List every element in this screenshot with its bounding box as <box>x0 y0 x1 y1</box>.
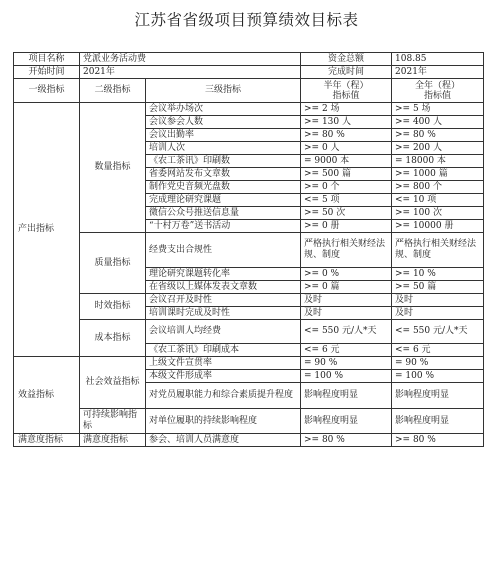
indicator-name: “十村万卷”送书活动 <box>146 220 301 233</box>
indicator-full: >= 400 人 <box>392 116 484 129</box>
table-row <box>14 357 484 370</box>
indicator-name: 会议举办场次 <box>146 103 301 116</box>
info-row-project <box>14 53 484 66</box>
indicator-half: >= 80 % <box>301 434 392 447</box>
indicator-half: >= 0 人 <box>301 142 392 155</box>
indicator-half: >= 130 人 <box>301 116 392 129</box>
indicator-half: >= 80 % <box>301 129 392 142</box>
subgroup-quantity: 数量指标 <box>80 103 146 233</box>
indicator-half: >= 500 篇 <box>301 168 392 181</box>
indicator-name: 省委网站发布文章数 <box>146 168 301 181</box>
indicator-name: 会议培训人均经费 <box>146 320 301 344</box>
indicator-half: 及时 <box>301 294 392 307</box>
group-output: 产出指标 <box>14 103 80 357</box>
header-full-year-line2: 指标值 <box>424 90 452 101</box>
indicator-name: 会议召开及时性 <box>146 294 301 307</box>
indicator-full: 严格执行相关财经法规、制度 <box>392 233 484 268</box>
indicator-full: 及时 <box>392 294 484 307</box>
indicator-name: 完成理论研究课题 <box>146 194 301 207</box>
start-time-label: 开始时间 <box>14 66 80 79</box>
indicator-name: 理论研究课题转化率 <box>146 268 301 281</box>
indicator-full: <= 10 项 <box>392 194 484 207</box>
table-row <box>14 103 484 116</box>
group-satisfaction: 满意度指标 <box>14 434 80 447</box>
header-level3: 三级指标 <box>146 79 301 103</box>
table-row <box>14 409 484 434</box>
indicator-full: >= 1000 篇 <box>392 168 484 181</box>
project-name-value: 党派业务活动费 <box>80 53 301 66</box>
indicator-full: = 18000 本 <box>392 155 484 168</box>
subgroup-quality: 质量指标 <box>80 233 146 294</box>
subgroup-sustain: 可持续影响指标 <box>80 409 146 434</box>
indicator-full: <= 550 元/人*天 <box>392 320 484 344</box>
info-row-time <box>14 66 484 79</box>
subgroup-timeliness: 时效指标 <box>80 294 146 320</box>
indicator-half: >= 0 个 <box>301 181 392 194</box>
indicator-name: 培训人次 <box>146 142 301 155</box>
end-time-label: 完成时间 <box>301 66 392 79</box>
header-level2: 二级指标 <box>80 79 146 103</box>
indicator-name: 制作党史音频光盘数 <box>146 181 301 194</box>
indicator-full: >= 100 次 <box>392 207 484 220</box>
indicator-full: = 90 % <box>392 357 484 370</box>
indicator-half: <= 550 元/人*天 <box>301 320 392 344</box>
fund-total-label: 资金总额 <box>301 53 392 66</box>
indicator-name: 会议参会人数 <box>146 116 301 129</box>
indicator-name: 本级文件形成率 <box>146 370 301 383</box>
indicator-name: 微信公众号推送信息量 <box>146 207 301 220</box>
indicator-half: = 100 % <box>301 370 392 383</box>
table-row <box>14 233 484 268</box>
start-time-value: 2021年 <box>80 66 301 79</box>
indicator-half: 影响程度明显 <box>301 383 392 409</box>
indicator-full: >= 800 个 <box>392 181 484 194</box>
indicator-name: 对党员履职能力和综合素质提升程度 <box>146 383 301 409</box>
indicator-full: >= 200 人 <box>392 142 484 155</box>
header-full-year-line1: 全年（程） <box>415 80 461 91</box>
indicator-name: 《农工茶讯》印刷数 <box>146 155 301 168</box>
header-half-year-line2: 指标值 <box>332 90 360 101</box>
indicator-half: = 90 % <box>301 357 392 370</box>
indicator-half: >= 2 场 <box>301 103 392 116</box>
indicator-full: 影响程度明显 <box>392 409 484 434</box>
performance-target-table <box>13 52 484 447</box>
indicator-half: >= 0 % <box>301 268 392 281</box>
subgroup-cost: 成本指标 <box>80 320 146 357</box>
end-time-value: 2021年 <box>392 66 484 79</box>
indicator-name: 会议出勤率 <box>146 129 301 142</box>
indicator-half: 影响程度明显 <box>301 409 392 434</box>
indicator-half: = 9000 本 <box>301 155 392 168</box>
indicator-name: 《农工茶讯》印刷成本 <box>146 344 301 357</box>
subgroup-social: 社会效益指标 <box>80 357 146 409</box>
header-half-year <box>301 79 392 103</box>
indicator-half: >= 0 册 <box>301 220 392 233</box>
indicator-full: <= 6 元 <box>392 344 484 357</box>
page-title: 江苏省省级项目预算绩效目标表 <box>134 11 359 29</box>
fund-total-value: 108.85 <box>392 53 484 66</box>
indicator-name: 上级文件宣贯率 <box>146 357 301 370</box>
indicator-name: 对单位履职的持续影响程度 <box>146 409 301 434</box>
indicator-half: 严格执行相关财经法规、制度 <box>301 233 392 268</box>
indicator-name: 参会、培训人员满意度 <box>146 434 301 447</box>
group-benefit: 效益指标 <box>14 357 80 434</box>
indicator-name: 经费支出合规性 <box>146 233 301 268</box>
indicator-full: >= 50 篇 <box>392 281 484 294</box>
indicator-half: >= 50 次 <box>301 207 392 220</box>
indicator-full: >= 80 % <box>392 129 484 142</box>
indicator-name: 培训课时完成及时性 <box>146 307 301 320</box>
indicator-full: 影响程度明显 <box>392 383 484 409</box>
table-row <box>14 294 484 307</box>
indicator-name: 在省级以上媒体发表文章数 <box>146 281 301 294</box>
indicator-half: <= 6 元 <box>301 344 392 357</box>
indicator-full: 及时 <box>392 307 484 320</box>
indicator-half: >= 0 篇 <box>301 281 392 294</box>
indicator-full: = 100 % <box>392 370 484 383</box>
indicator-full: >= 80 % <box>392 434 484 447</box>
subgroup-satisfaction: 满意度指标 <box>80 434 146 447</box>
indicator-full: >= 5 场 <box>392 103 484 116</box>
indicator-full: >= 10000 册 <box>392 220 484 233</box>
table-row <box>14 434 484 447</box>
header-full-year <box>392 79 484 103</box>
indicator-half: 及时 <box>301 307 392 320</box>
project-name-label: 项目名称 <box>14 53 80 66</box>
header-half-year-line1: 半年（程） <box>323 80 369 91</box>
header-level1: 一级指标 <box>14 79 80 103</box>
table-row <box>14 320 484 344</box>
indicator-half: <= 5 项 <box>301 194 392 207</box>
table-header-row <box>14 79 484 103</box>
indicator-full: >= 10 % <box>392 268 484 281</box>
